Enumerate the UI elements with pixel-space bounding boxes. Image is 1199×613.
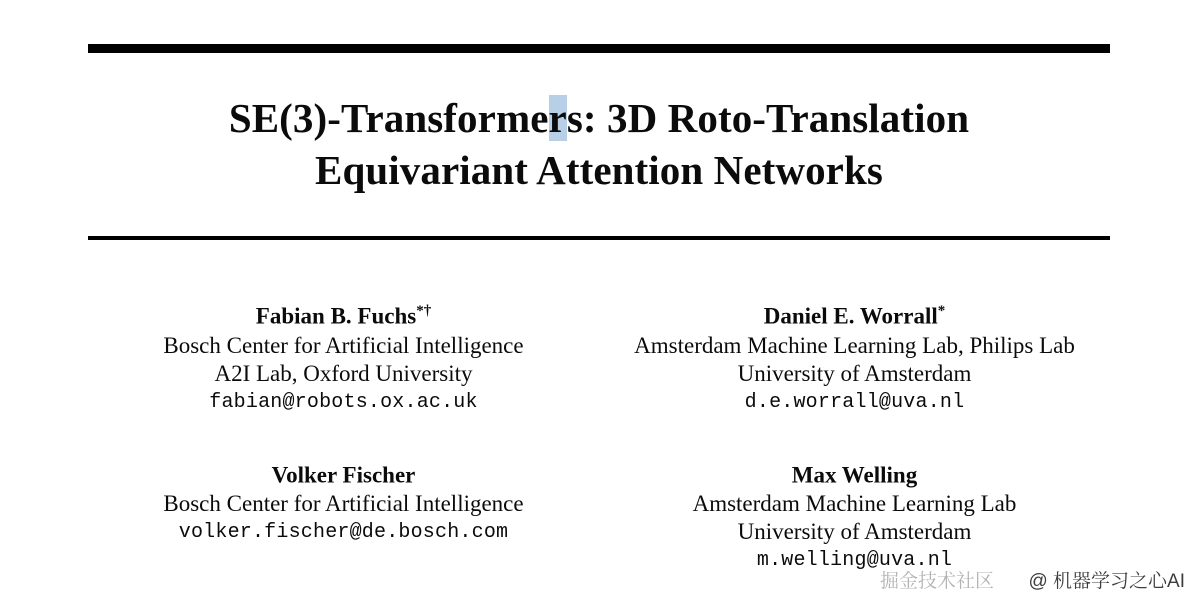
- author-affiliation: University of Amsterdam: [737, 360, 972, 386]
- author-email[interactable]: volker.fischer@de.bosch.com: [178, 521, 509, 545]
- author-entry: [599, 296, 1110, 417]
- author-watermark: @ 机器学习之心AI: [1028, 571, 1185, 592]
- author-email[interactable]: m.welling@uva.nl: [756, 549, 953, 573]
- author-affiliation: Amsterdam Machine Learning Lab, Philips Lab: [634, 332, 1075, 358]
- author-name-text: Daniel E. Worrall: [763, 303, 938, 329]
- text-selection-highlight: r: [548, 95, 567, 141]
- author-name: [599, 296, 1110, 332]
- author-marks: *†: [416, 303, 432, 319]
- author-name-text: Max Welling: [791, 462, 918, 488]
- author-name: [88, 296, 599, 332]
- author-column-left: [88, 296, 599, 613]
- author-entry: [599, 455, 1110, 576]
- author-name: [599, 455, 1110, 491]
- author-affiliation: Bosch Center for Artificial Intelligence: [163, 491, 524, 517]
- author-name: [88, 455, 599, 491]
- title-line-1-text-a: SE(3)-Transformers: 3D Roto-Translation: [228, 95, 970, 141]
- author-name-text: Fabian B. Fuchs: [255, 303, 417, 329]
- author-email[interactable]: fabian@robots.ox.ac.uk: [209, 390, 478, 414]
- author-affiliation: A2I Lab, Oxford University: [214, 360, 473, 386]
- author-entry: [88, 455, 599, 548]
- site-watermark: 掘金技术社区: [879, 571, 994, 592]
- author-affiliation: Bosch Center for Artificial Intelligence: [163, 332, 524, 358]
- author-affiliation: Amsterdam Machine Learning Lab: [692, 491, 1017, 517]
- author-marks: *: [937, 303, 946, 319]
- title-line-1: [88, 92, 1110, 144]
- title-rule-bottom: [88, 236, 1110, 240]
- author-email[interactable]: d.e.worrall@uva.nl: [744, 390, 965, 414]
- author-name-text: Volker Fischer: [271, 462, 416, 488]
- title-line-2: Equivariant Attention Networks: [315, 147, 883, 193]
- author-entry: [88, 296, 599, 417]
- paper-title: [88, 92, 1110, 196]
- title-rule-top: [88, 44, 1110, 53]
- author-affiliation: University of Amsterdam: [737, 519, 972, 545]
